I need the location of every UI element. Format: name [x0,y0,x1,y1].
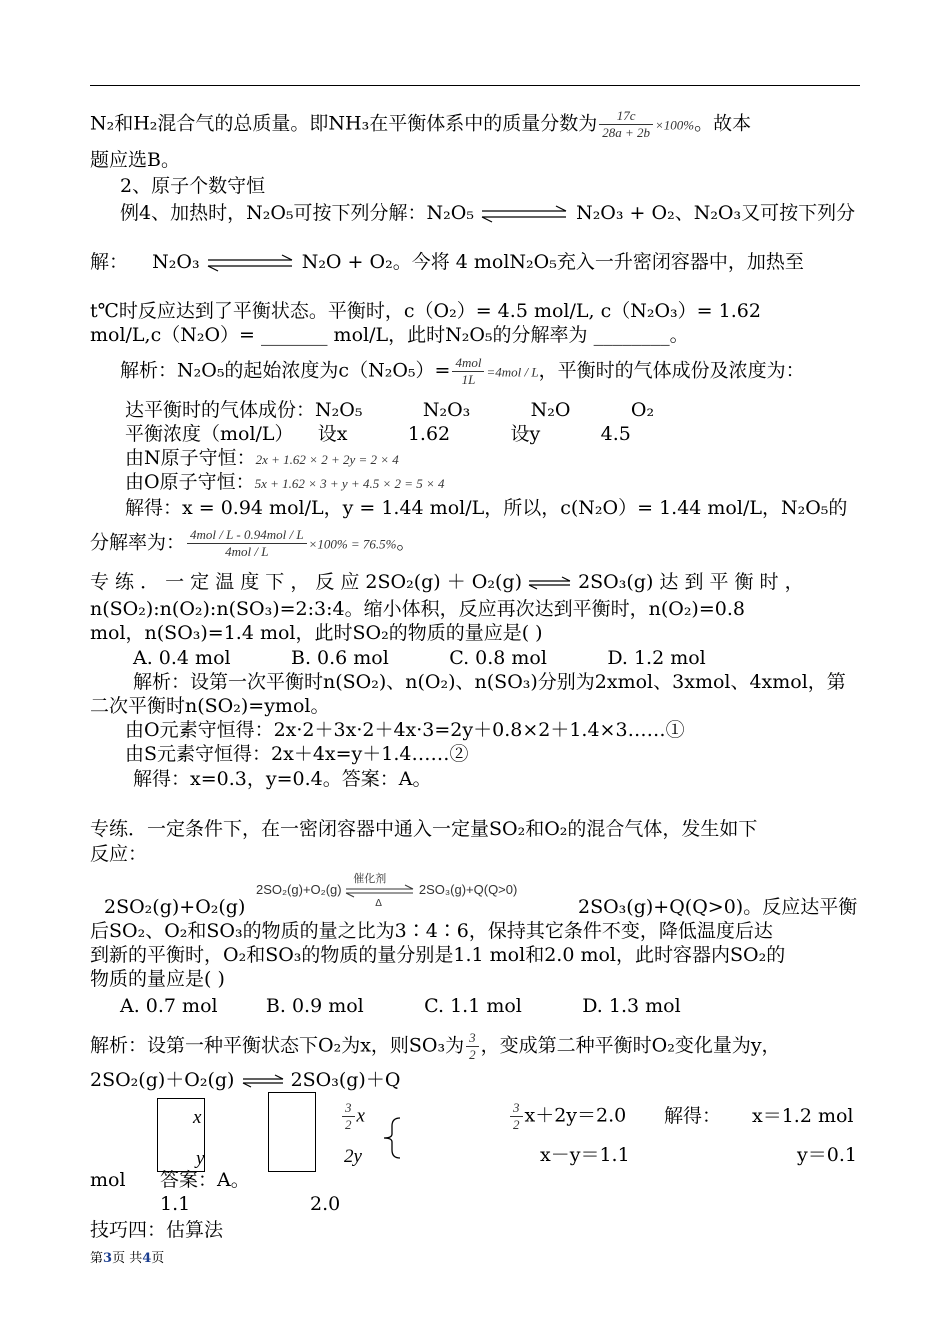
concentration-fraction [452,355,484,388]
formula-tail: ×100% [655,117,695,133]
text-line-20: 二次平衡时n(SO₂)=ymol。 [90,695,330,717]
fraction-numerator: 3 [510,1100,523,1117]
formula-tail: =4mol / L [486,364,539,380]
text-segment: N₂O + O₂。今将 4 molN₂O₅充入一升密闭容器中，加热至 [301,251,804,273]
text-line-17: mol，n(SO₃)=1.4 mol，此时SO₂的物质的量应是( ) [90,622,543,644]
text-line-4 [120,201,855,225]
two-y: 2y [344,1146,362,1167]
placeholder-box [268,1092,316,1172]
o-conservation-formula: 5x + 1.62 × 3 + y + 4.5 × 2 = 5 × 4 [254,476,445,491]
three-halves-x [340,1100,365,1133]
text-line-12 [125,470,445,496]
text-segment: 2SO₃(g)＋Q [290,1069,401,1091]
equilibrium-arrow-icon [241,1074,285,1088]
text-line-19: 解析：设第一次平衡时n(SO₂)、n(O₂)、n(SO₃)分别为2xmol、3xmol、4xmol，第 [133,671,846,693]
formula-tail: ×100% = 76.5% [308,536,397,552]
system-equation-1 [508,1100,626,1133]
equilibrium-arrow-icon [345,884,415,898]
text-segment: 由O原子守恒： [125,471,255,493]
fraction-numerator: 17c [599,108,653,125]
text-segment: 例4、加热时，N₂O₅可按下列分解：N₂O₅ [120,202,474,224]
text-segment: N₂和H₂混合气的总质量。即NH₃在平衡体系中的质量分数为 [90,112,598,135]
text-segment: 专 练 ． 一 定 温 度 下 ， 反 应 2SO₂(g) ＋ O₂(g) [90,571,522,593]
equilibrium-arrow-icon [528,575,572,591]
three-halves-fraction [342,1100,355,1133]
text-segment: ，变成第二种平衡时O₂变化量为y， [480,1034,781,1057]
page-footer [90,1247,164,1266]
text-line-5 [90,250,804,274]
fraction-numerator: 3 [466,1030,479,1047]
text-segment: 。 [396,531,416,554]
header-rule [90,85,860,86]
three-halves-fraction [466,1030,479,1063]
footer-text: 第 [90,1251,104,1266]
fraction-numerator: 3 [342,1100,355,1117]
text-segment: 。故本 [694,112,752,135]
var-x: x [356,1105,365,1127]
fraction-denominator: 4mol / L [225,544,269,559]
equilibrium-arrow-icon [480,203,570,225]
var-y: y [196,1148,205,1169]
fraction-numerator: 4mol / L - 0.94mol / L [187,527,307,544]
text-line-9: 达平衡时的气体成份：N₂O₅ N₂O₃ N₂O O₂ [125,399,655,421]
text-line-11 [125,446,399,472]
brace-icon [380,1116,404,1160]
text-segment: ，平衡时的气体成份及浓度为： [538,359,805,382]
text-segment: 分解率为： [90,531,186,554]
solve-label: 解得： [664,1105,722,1127]
fraction-denominator: 2 [469,1047,476,1062]
footer-text: 页 [151,1251,165,1266]
page-total: 4 [142,1251,152,1266]
text-line-7: mol/L,c（N₂O）= _______ mol/L，此时N₂O₅的分解率为 ________。 [90,324,689,346]
text-line-21: 由O元素守恒得：2x·2＋3x·2＋4x·3=2y＋0.8×2＋1.4×3……① [125,719,685,741]
text-line-1 [90,108,751,141]
text-segment: 解析：N₂O₅的起始浓度为c（N₂O₅）= [120,359,451,382]
text-segment: 2SO₃(g)+Q(Q>0)。反应达平衡 [578,896,858,918]
heat-label: Δ [375,897,382,909]
fraction-denominator: 2 [345,1117,352,1132]
text-segment: 2SO₃(g) 达 到 平 衡 时 ， [578,571,804,593]
text-line-2: 题应选B。 [90,149,180,171]
fraction-denominator: 2 [513,1117,520,1132]
fraction-numerator: 4mol [452,355,484,372]
text-line-13: 解得：x = 0.94 mol/L，y = 1.44 mol/L，所以，c(N₂O）= 1.44 mol/L，N₂O₅的 [125,497,848,519]
text-line-27: 后SO₂、O₂和SO₃的物质的量之比为3∶4∶6，保持其它条件不变，降低温度后达 [90,920,773,942]
footer-text: 页 共 [112,1251,143,1266]
text-line-29: 物质的量应是( ) [90,968,225,990]
reaction-left: 2SO₂(g)+O₂(g) [256,882,342,897]
text-line-15 [90,570,804,594]
text-segment: 解析：设第一种平衡状态下O₂为x，则SO₃为 [90,1034,465,1057]
section-heading: 技巧四：估算法 [90,1219,224,1241]
text-line-24: 专练．一定条件下，在一密闭容器中通入一定量SO₂和O₂的混合气体，发生如下 [90,818,758,840]
reaction-equation-image [256,872,518,909]
text-line-16: n(SO₂):n(O₂):n(SO₃)=2:3:4。缩小体积，反应再次达到平衡时，n(O₂)=0.8 [90,598,745,620]
text-segment: 由N原子守恒： [125,447,256,469]
answer-options-2: A. 0.7 mol B. 0.9 mol C. 1.1 mol D. 1.3 mol [120,995,681,1017]
equation-text: x＋2y＝2.0 [524,1104,627,1127]
n-conservation-formula: 2x + 1.62 × 2 + 2y = 2 × 4 [255,452,399,467]
text-line-32 [90,1068,400,1092]
catalyst-label: 催化剂 [353,872,387,885]
y-solution: y＝0.1 [797,1144,857,1166]
text-line-6: t℃时反应达到了平衡状态。平衡时，c（O₂）= 4.5 mol/L, c（N₂O₃）= 1.62 [90,300,761,322]
system-equation-2: x－y＝1.1 [540,1144,630,1166]
value-2-0: 2.0 [310,1193,341,1215]
page-number: 3 [103,1251,113,1266]
text-segment: 解： N₂O₃ [90,251,200,273]
text-segment: 2SO₂(g)+O₂(g) [104,896,246,918]
answer-options-1: A. 0.4 mol B. 0.6 mol C. 0.8 mol D. 1.2 mol [133,647,706,669]
mass-fraction-formula [599,108,653,141]
decomposition-rate-fraction [187,527,307,560]
text-line-14 [90,527,416,560]
text-line-22: 由S元素守恒得：2x＋4x=y＋1.4……② [125,743,469,765]
unit-mol: mol [90,1169,126,1191]
section-heading: 2、原子个数守恒 [120,175,266,197]
var-x: x [193,1107,202,1128]
answer-text: 答案：A。 [160,1169,250,1191]
fraction-denominator: 1L [461,372,476,387]
text-line-23: 解得：x=0.3，y=0.4。答案：A。 [133,768,432,790]
text-line-28: 到新的平衡时，O₂和SO₃的物质的量分别是1.1 mol和2.0 mol，此时容器内SO₂的 [90,944,786,966]
text-segment: N₂O₃ + O₂、N₂O₃又可按下列分 [576,202,856,224]
text-line-25: 反应： [90,843,148,865]
three-halves-fraction [510,1100,523,1133]
text-line-31 [90,1030,781,1063]
equilibrium-arrow-icon [206,252,296,274]
reaction-right: 2SO₃(g)+Q(Q>0) [418,882,518,897]
text-line-8 [120,355,805,388]
value-1-1: 1.1 [160,1193,191,1215]
fraction-denominator: 28a + 2b [602,125,651,140]
catalyst-arrow [345,872,415,909]
x-solution: x＝1.2 mol [752,1105,854,1127]
text-segment: 2SO₂(g)＋O₂(g) [90,1069,235,1091]
text-line-10: 平衡浓度（mol/L） 设x 1.62 设y 4.5 [125,423,631,445]
